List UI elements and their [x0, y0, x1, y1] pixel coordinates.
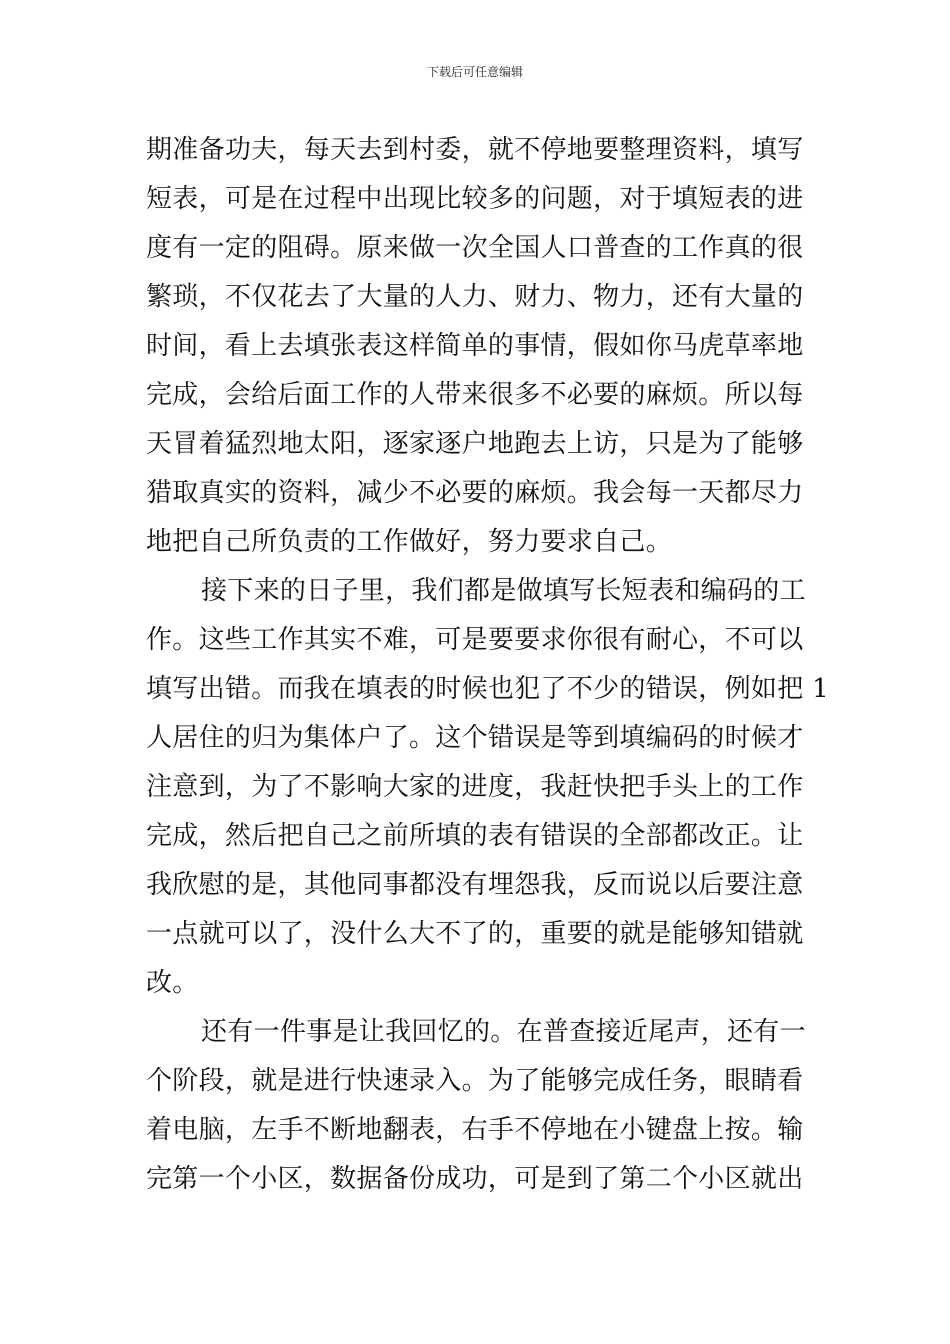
text-line: 一点就可以了，没什么大不了的，重要的就是能够知错就 [146, 919, 804, 949]
text-line: 时间，看上去填张表这样简单的事情，假如你马虎草率地 [146, 331, 804, 361]
text-line: 注意到，为了不影响大家的进度，我赶快把手头上的工作 [146, 772, 804, 802]
text-line: 我欣慰的是，其他同事都没有埋怨我，反而说以后要注意 [146, 870, 804, 900]
page-header: 下载后可任意编辑 [426, 65, 523, 79]
text-line: 着电脑，左手不断地翻表，右手不停地在小键盘上按。输 [146, 1115, 804, 1145]
text-line: 期准备功夫，每天去到村委，就不停地要整理资料，填写 [146, 135, 804, 165]
text-line: 短表，可是在过程中出现比较多的问题，对于填短表的进 [146, 184, 804, 214]
text-line: 改。 [146, 968, 199, 998]
text-line: 地把自己所负责的工作做好，努力要求自己。 [146, 527, 673, 557]
text-line: 个阶段，就是进行快速录入。为了能够完成任务，眼睛看 [146, 1066, 804, 1096]
text-line: 还有一件事是让我回忆的。在普查接近尾声，还有一 [201, 1017, 806, 1047]
text-line: 猎取真实的资料，减少不必要的麻烦。我会每一天都尽力 [146, 478, 804, 508]
text-line: 填写出错。而我在填表的时候也犯了不少的错误，例如把 1 [146, 674, 829, 704]
text-line: 完成，会给后面工作的人带来很多不必要的麻烦。所以每 [146, 380, 804, 410]
text-line: 天冒着猛烈地太阳，逐家逐户地跑去上访，只是为了能够 [146, 429, 804, 459]
text-line: 完成，然后把自己之前所填的表有错误的全部都改正。让 [146, 821, 804, 851]
text-line: 作。这些工作其实不难，可是要要求你很有耐心，不可以 [146, 625, 804, 655]
text-line: 接下来的日子里，我们都是做填写长短表和编码的工 [201, 576, 806, 606]
text-line: 完第一个小区，数据备份成功，可是到了第二个小区就出 [146, 1164, 804, 1194]
text-line: 繁琐，不仅花去了大量的人力、财力、物力，还有大量的 [146, 282, 804, 312]
text-line: 度有一定的阻碍。原来做一次全国人口普查的工作真的很 [146, 233, 804, 263]
text-line: 人居住的归为集体户了。这个错误是等到填编码的时候才 [146, 723, 804, 753]
